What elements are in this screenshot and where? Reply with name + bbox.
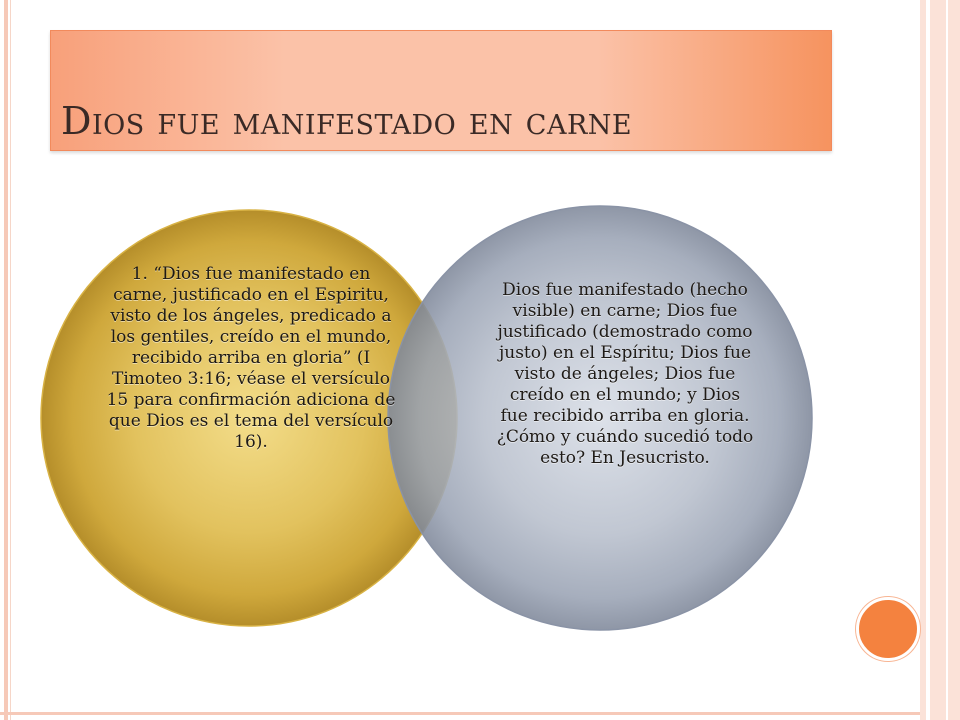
slide-title: Dios fue manifestado en carne	[61, 99, 633, 143]
accent-circle	[856, 597, 920, 661]
right-circle-text: Dios fue manifestado (hecho visible) en carne; Dios fue justificado (demostrado como justo) en el Espíritu; Dios fue visto de ángeles; Dios fue creído en el mundo; y Dios fue recibido arriba en gloria. ¿Cómo y cuándo sucedió todo esto? En Jesucristo.	[496, 280, 754, 468]
left-circle-text: 1. “Dios fue manifestado en carne, justificado en el Espiritu, visto de los ángeles, predicado a los gentiles, creído en el mundo, recibido arriba en gloria” (I Timoteo 3:16; véase el versículo 15 para confirmación adiciona de que Dios es el tema del versículo 16).	[106, 264, 396, 452]
